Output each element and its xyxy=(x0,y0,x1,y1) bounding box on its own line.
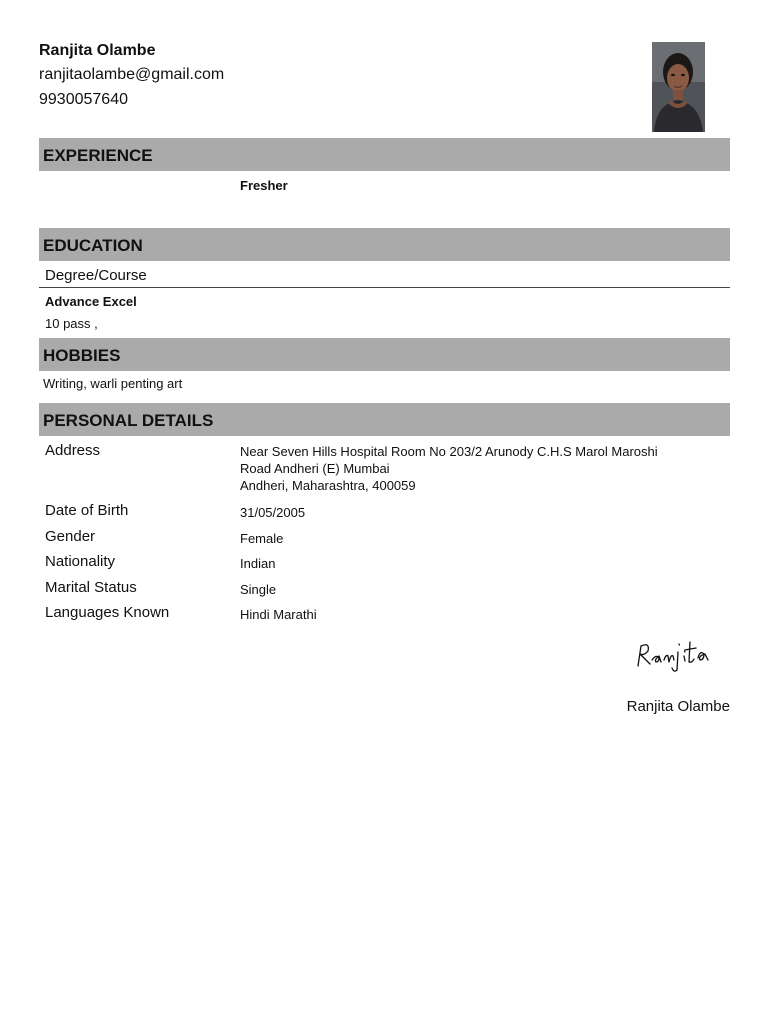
gender-value: Female xyxy=(240,530,284,546)
languages-row xyxy=(39,604,730,630)
marital-status-label: Marital Status xyxy=(45,578,137,596)
resume-page xyxy=(39,36,730,715)
dob-label: Date of Birth xyxy=(45,502,129,519)
address-value xyxy=(240,442,730,494)
languages-value: Hindi Marathi xyxy=(240,607,317,622)
signature-graphic xyxy=(632,632,712,672)
experience-section-title: EXPERIENCE xyxy=(39,138,730,171)
candidate-name: Ranjita Olambe xyxy=(39,42,156,59)
candidate-email: ranjitaolambe@gmail.com xyxy=(39,66,225,83)
hobbies-section-title: HOBBIES xyxy=(39,338,730,371)
personal-details-section-title: PERSONAL DETAILS xyxy=(39,403,730,436)
languages-label: Languages Known xyxy=(45,604,170,621)
portrait-image xyxy=(652,42,705,132)
nationality-row xyxy=(39,553,730,579)
dob-value: 31/05/2005 xyxy=(240,505,306,520)
education-course: Advance Excel xyxy=(45,294,137,309)
hobbies-text: Writing, warli penting art xyxy=(43,376,183,391)
education-detail: 10 pass , xyxy=(45,316,98,331)
experience-value: Fresher xyxy=(240,178,288,193)
address-line-3: Andheri, Maharashtra, 400059 xyxy=(240,478,416,493)
profile-photo xyxy=(652,42,705,132)
personal-details-table xyxy=(39,442,730,630)
address-row xyxy=(39,442,730,502)
handwritten-signature xyxy=(632,632,712,672)
education-section-title: EDUCATION xyxy=(39,228,730,261)
address-line-1: Near Seven Hills Hospital Room No 203/2 Arunody C.H.S Marol Maroshi xyxy=(240,444,658,459)
marital-status-value: Single xyxy=(240,581,277,597)
nationality-value: Indian xyxy=(240,556,276,571)
address-line-2: Road Andheri (E) Mumbai xyxy=(240,461,390,476)
signature-name: Ranjita Olambe xyxy=(626,698,730,715)
education-column-header: Degree/Course xyxy=(39,261,730,288)
resume-header xyxy=(39,42,730,138)
dob-row xyxy=(39,502,730,528)
candidate-phone: 9930057640 xyxy=(39,91,128,108)
address-label: Address xyxy=(45,442,101,459)
gender-row xyxy=(39,528,730,554)
nationality-label: Nationality xyxy=(45,553,116,570)
gender-label: Gender xyxy=(45,527,96,545)
marital-status-row xyxy=(39,579,730,605)
